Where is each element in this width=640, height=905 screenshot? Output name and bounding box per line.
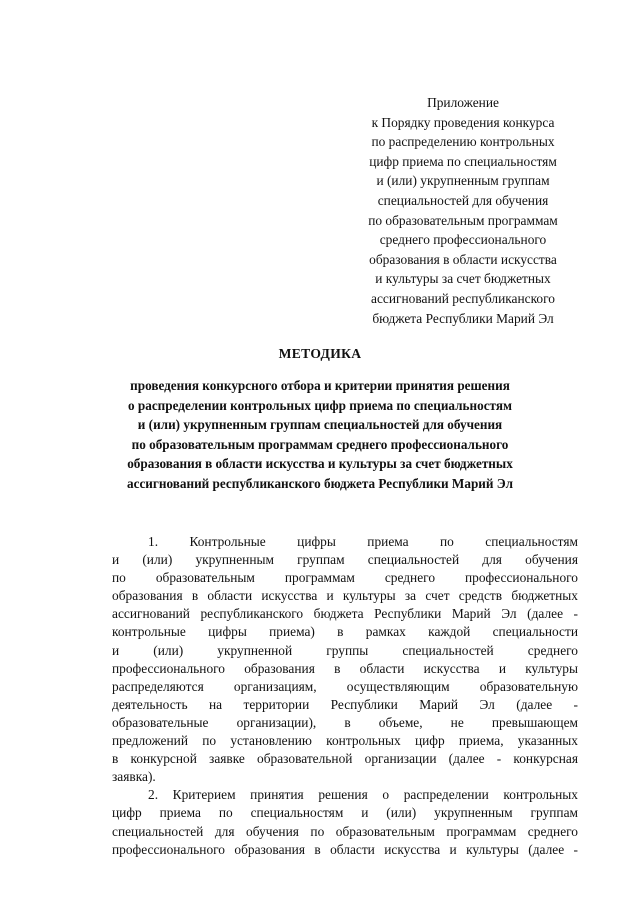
paragraph-line: образования в области искусства и культуры за счет средств бюджетных: [112, 588, 578, 604]
paragraph-line: и (или) укрупненным группам специальностей для обучения: [112, 552, 578, 568]
document-body: [112, 533, 578, 859]
appendix-line: к Порядку проведения конкурса: [371, 114, 555, 130]
appendix-line: ассигнований республиканского: [371, 290, 555, 306]
paragraph-line: цифр приема по специальностям и (или) укрупненным группам: [112, 805, 578, 821]
subtitle-line: образования в области искусства и культуры за счет бюджетных: [127, 456, 513, 472]
appendix-line: по образовательным программам: [368, 212, 558, 228]
subtitle-line: по образовательным программам среднего профессионального: [131, 436, 509, 452]
appendix-line: специальностей для обучения: [377, 192, 549, 208]
document-subtitle: [100, 376, 540, 494]
paragraph-line: профессионального образования в области искусства и культуры: [112, 660, 578, 676]
paragraph-line: 1. Контрольные цифры приема по специальностям: [148, 534, 578, 549]
appendix-line: по распределению контрольных: [371, 134, 555, 150]
appendix-line: Приложение: [427, 95, 499, 110]
appendix-line: и (или) укрупненным группам: [376, 173, 550, 189]
paragraph-line: профессионального образования в области искусства и культуры (далее -: [112, 841, 578, 857]
paragraph-line: и (или) укрупненной группы специальностей среднего: [112, 642, 578, 658]
subtitle-line: ассигнований республиканского бюджета Республики Марий Эл: [127, 475, 513, 491]
appendix-header: [348, 93, 578, 328]
subtitle-line: и (или) укрупненным группам специальностей для обучения: [137, 417, 503, 433]
appendix-line: среднего профессионального: [379, 232, 547, 248]
paragraph-line: ассигнований республиканского бюджета Республики Марий Эл (далее -: [112, 606, 578, 622]
paragraph-2: [112, 786, 578, 858]
appendix-line: бюджета Республики Марий Эл: [372, 310, 554, 326]
paragraph-line: контрольные цифры приема) в рамках каждой специальности: [112, 624, 578, 640]
subtitle-line: о распределении контрольных цифр приема по специальностям: [128, 397, 512, 413]
paragraph-line: 2. Критерием принятия решения о распределении контрольных: [148, 787, 578, 803]
paragraph-line: заявка).: [112, 769, 156, 785]
paragraph-line: в конкурсной заявке образовательной организации (далее - конкурсная: [112, 751, 578, 767]
paragraph-line: распределяются организациям, осуществляющим образовательную: [112, 678, 578, 694]
paragraph-line: деятельность на территории Республики Марий Эл (далее -: [112, 696, 578, 712]
appendix-line: образования в области искусства: [369, 251, 557, 267]
paragraph-line: специальностей для обучения по образовательным программам среднего: [112, 823, 578, 839]
document-title: МЕТОДИКА: [278, 346, 362, 361]
paragraph-1: [112, 533, 578, 786]
appendix-line: и культуры за счет бюджетных: [375, 271, 551, 287]
paragraph-line: образовательные организации), в объеме, не превышающем: [112, 714, 578, 730]
paragraph-line: предложений по установлению контрольных цифр приема, указанных: [112, 733, 578, 749]
paragraph-line: по образовательным программам среднего профессионального: [112, 570, 578, 586]
subtitle-line: проведения конкурсного отбора и критерии принятия решения: [130, 378, 510, 393]
appendix-line: цифр приема по специальностям: [369, 153, 557, 169]
